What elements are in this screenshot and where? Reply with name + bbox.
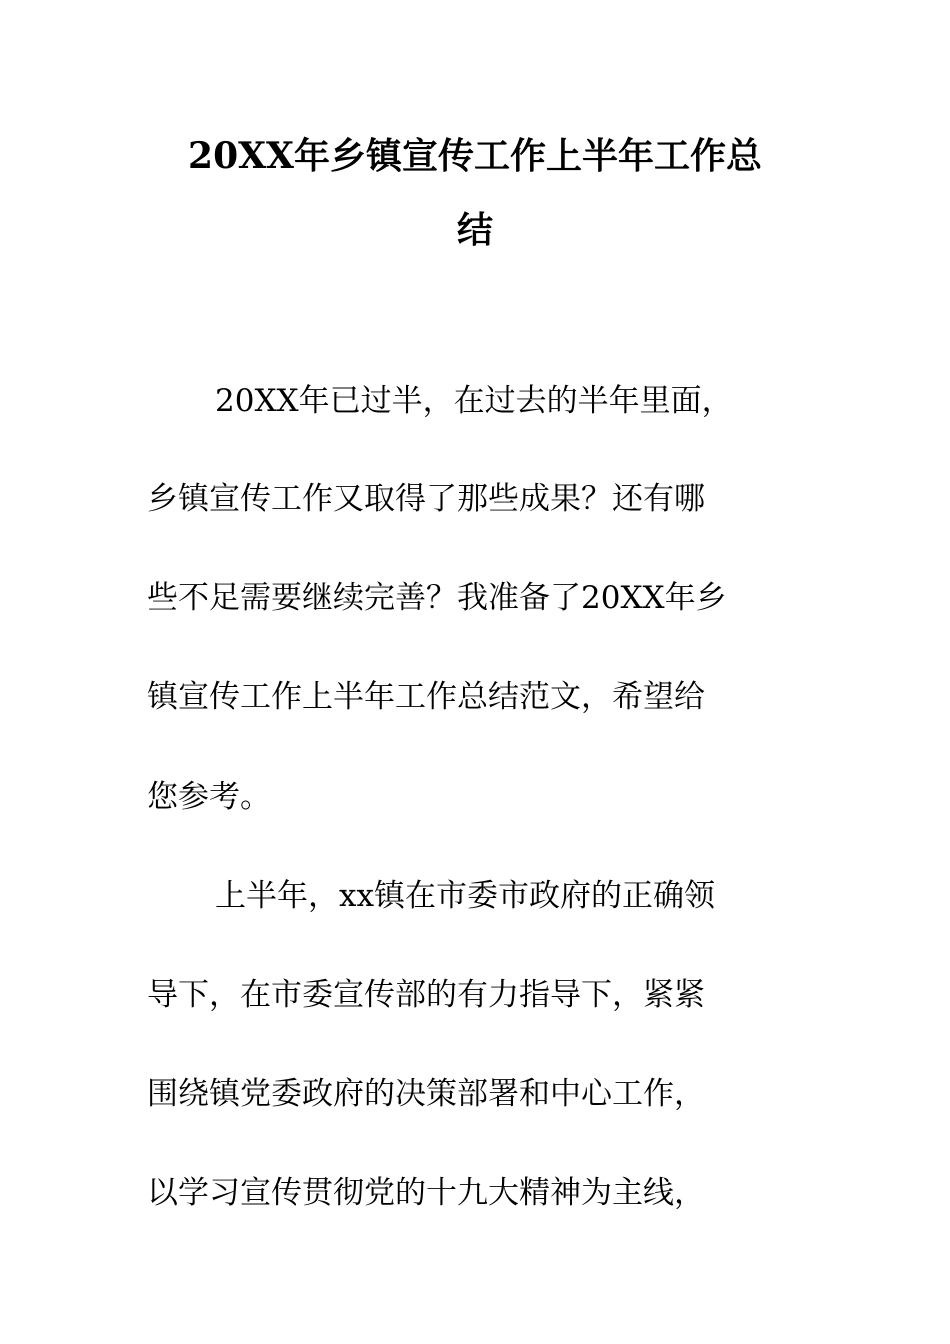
paragraph-2-line-2: 导下，在市委宣传部的有力指导下，紧紧 — [147, 977, 705, 1013]
paragraph-1-line-1: 20XX年已过半，在过去的半年里面， — [215, 383, 733, 419]
paragraph-1-line-5: 您参考。 — [147, 779, 271, 815]
document-title-line-1: 20XX年乡镇宣传工作上半年工作总 — [188, 135, 762, 177]
paragraph-1-line-4: 镇宣传工作上半年工作总结范文，希望给 — [147, 679, 705, 715]
paragraph-1-line-2: 乡镇宣传工作又取得了那些成果？还有哪 — [147, 481, 705, 517]
document-title-line-2: 结 — [456, 209, 493, 251]
paragraph-1-line-3: 些不足需要继续完善？我准备了20XX年乡 — [147, 580, 727, 616]
paragraph-2-line-4: 以学习宣传贯彻党的十九大精神为主线， — [147, 1175, 705, 1211]
paragraph-2-line-1: 上半年，xx镇在市委市政府的正确领 — [215, 878, 715, 914]
paragraph-2-line-3: 围绕镇党委政府的决策部署和中心工作， — [147, 1076, 705, 1112]
